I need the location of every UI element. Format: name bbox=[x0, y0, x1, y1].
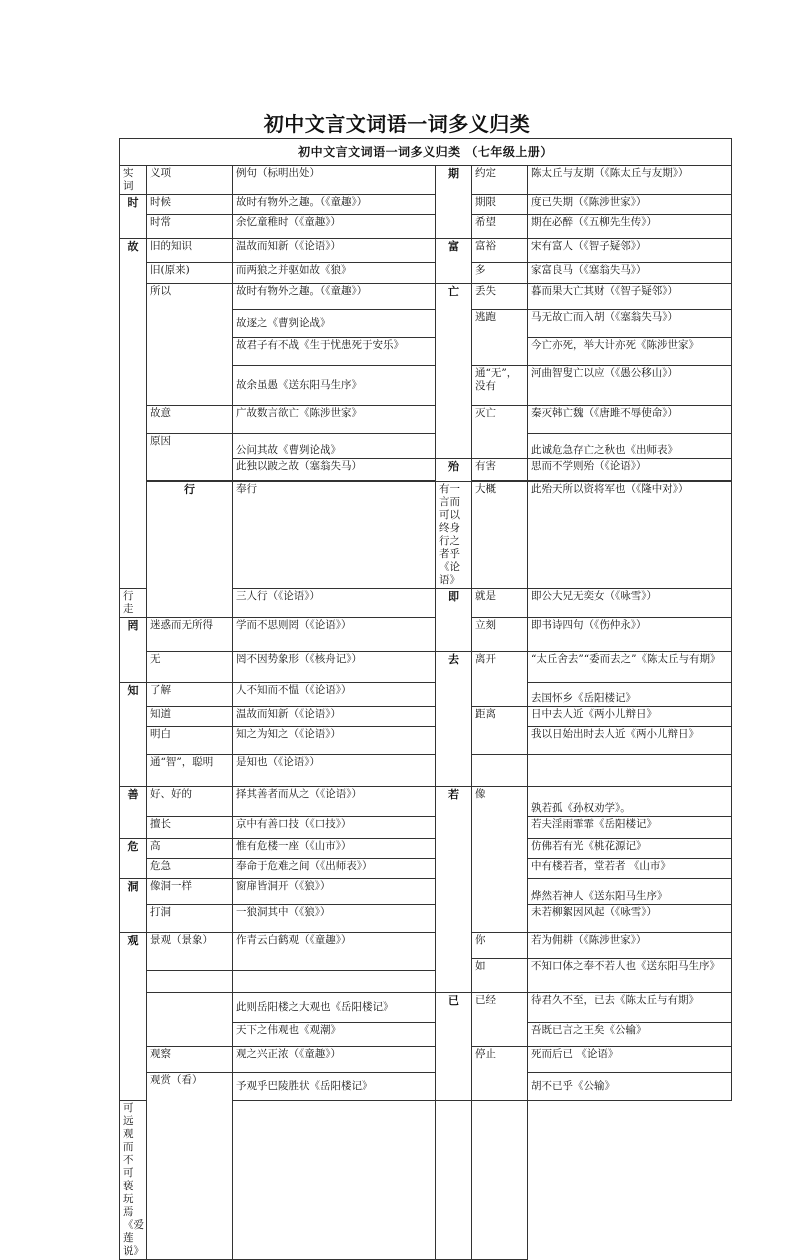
example-cell: 故时有物外之趣。（《童趣》） bbox=[233, 195, 436, 215]
example-cell: 温故而知新（《论语》） bbox=[233, 707, 436, 727]
word-ji: 即 bbox=[436, 589, 472, 652]
table-caption: 初中文言文词语一词多义归类 （七年级上册） bbox=[120, 139, 732, 166]
spacer-cell bbox=[472, 755, 528, 787]
page-title: 初中文言文词语一词多义归类 bbox=[263, 112, 531, 136]
meaning-cell: 原因 bbox=[147, 434, 233, 481]
meaning-cell: 多 bbox=[472, 263, 528, 284]
meaning-cell: 通“智”，聪明 bbox=[147, 755, 233, 787]
example-cell: 知之为知之（《论语》） bbox=[233, 727, 436, 755]
spacer-cell bbox=[472, 1101, 528, 1260]
meaning-cell: 行走 bbox=[120, 589, 147, 618]
example-cell: 故余虽愚《送东阳马生序》 bbox=[233, 366, 436, 406]
meaning-cell: 离开 bbox=[472, 652, 528, 707]
meaning-cell: 擅长 bbox=[147, 817, 233, 839]
meaning-cell: 大概 bbox=[472, 482, 528, 589]
example-cell: 宋有富人（《智子疑邻》） bbox=[528, 239, 732, 263]
example-cell: 是知也（《论语》） bbox=[233, 755, 436, 787]
word-dong: 洞 bbox=[120, 879, 147, 933]
example-cell: 公问其故《曹刿论战》 bbox=[233, 434, 436, 459]
meaning-cell: 像洞一样 bbox=[147, 879, 233, 905]
example-cell: 度已失期（《陈涉世家》） bbox=[528, 195, 732, 215]
meaning-cell: 了解 bbox=[147, 683, 233, 707]
example-cell: 故逐之《曹刿论战》 bbox=[233, 310, 436, 338]
meaning-cell: 立刻 bbox=[472, 618, 528, 652]
example-cell: 不知口体之奉不若人也《送东阳马生序》 bbox=[528, 959, 732, 993]
meaning-cell: 希望 bbox=[472, 215, 528, 239]
header-word: 实词 bbox=[120, 166, 147, 195]
example-cell: 即书诗四句（《伤仲永》） bbox=[528, 618, 732, 652]
meaning-cell: 约定 bbox=[472, 166, 528, 195]
meaning-cell: 丢失 bbox=[472, 284, 528, 310]
example-cell: 故时有物外之趣。（《童趣》） bbox=[233, 284, 436, 310]
example-cell: 予观乎巴陵胜状《岳阳楼记》 bbox=[233, 1073, 436, 1101]
meaning-cell: 景观（景象） bbox=[147, 933, 233, 971]
meaning-cell: 无 bbox=[147, 652, 233, 683]
word-guan: 观 bbox=[120, 933, 147, 1101]
example-cell: 择其善者而从之（《论语》） bbox=[233, 787, 436, 817]
meaning-cell: 观察 bbox=[147, 1047, 233, 1073]
meaning-cell: 故意 bbox=[147, 406, 233, 434]
meaning-cell: 打洞 bbox=[147, 905, 233, 933]
meaning-cell: 灭亡 bbox=[472, 406, 528, 459]
header-example: 例句（标明出处） bbox=[233, 166, 436, 195]
example-cell: 窗扉皆洞开（《狼》） bbox=[233, 879, 436, 905]
meaning-cell: 期限 bbox=[472, 195, 528, 215]
word-gu: 故 bbox=[120, 239, 147, 589]
example-cell: 惟有危楼一座（《山市》） bbox=[233, 839, 436, 859]
meaning-cell: 通“无”，没有 bbox=[472, 366, 528, 406]
example-cell: “太丘舍去”“委而去之”《陈太丘与有期》 bbox=[528, 652, 732, 683]
example-cell: 人不知而不愠（《论语》） bbox=[233, 683, 436, 707]
example-cell: 今亡亦死，举大计亦死《陈涉世家》 bbox=[528, 338, 732, 366]
spacer-cell bbox=[147, 993, 233, 1047]
example-cell: 吾既已言之王矣《公输》 bbox=[528, 1023, 732, 1047]
meaning-cell: 奉行 bbox=[233, 482, 436, 589]
word-wang2: 亡 bbox=[436, 284, 472, 459]
example-cell: 未若柳絮因风起（《咏雪》） bbox=[528, 905, 732, 933]
example-cell: 期在必醉（《五柳先生传》） bbox=[528, 215, 732, 239]
spacer-cell bbox=[528, 755, 732, 787]
example-cell: 此则岳阳楼之大观也《岳阳楼记》 bbox=[233, 993, 436, 1023]
example-cell: 中有楼若者，堂若者 《山市》 bbox=[528, 859, 732, 879]
meaning-cell: 像 bbox=[472, 787, 528, 933]
meaning-cell: 高 bbox=[147, 839, 233, 859]
word-qu: 去 bbox=[436, 652, 472, 787]
example-cell: 一狼洞其中（《狼》） bbox=[233, 905, 436, 933]
example-cell: 可远观而不可亵玩焉《爱莲说》 bbox=[120, 1101, 147, 1260]
example-cell: 观之兴正浓（《童趣》） bbox=[233, 1047, 436, 1073]
meaning-cell: 有害 bbox=[472, 459, 528, 481]
example-cell: 而两狼之并驱如故《狼》 bbox=[233, 263, 436, 284]
example-cell: 京中有善口技（《口技》） bbox=[233, 817, 436, 839]
word-wang: 罔 bbox=[120, 618, 147, 683]
example-cell: 此诚危急存亡之秋也《出师表》 bbox=[528, 434, 732, 459]
word-fu: 富 bbox=[436, 239, 472, 284]
meaning-cell: 富裕 bbox=[472, 239, 528, 263]
example-cell: 温故而知新（《论语》） bbox=[233, 239, 436, 263]
word-qi: 期 bbox=[436, 166, 472, 239]
example-cell: 罔不因势象形（《核舟记》） bbox=[233, 652, 436, 683]
example-cell: 即公大兄无奕女（《咏雪》） bbox=[528, 589, 732, 618]
word-yi: 已 bbox=[436, 993, 472, 1101]
example-cell: 马无故亡而入胡（《塞翁失马》） bbox=[528, 310, 732, 338]
meaning-cell: 所以 bbox=[147, 284, 233, 406]
word-ruo: 若 bbox=[436, 787, 472, 993]
meaning-cell: 你 bbox=[472, 933, 528, 959]
example-cell: 三人行（《论语》） bbox=[233, 589, 436, 618]
meaning-cell: 距离 bbox=[472, 707, 528, 755]
meaning-cell: 知道 bbox=[147, 707, 233, 727]
polysemy-table bbox=[119, 138, 732, 1260]
meaning-cell: 停止 bbox=[472, 1047, 528, 1101]
example-cell: 若为佣耕（《陈涉世家》） bbox=[528, 933, 732, 959]
example-cell: 家富良马（《塞翁失马》） bbox=[528, 263, 732, 284]
meaning-cell: 迷惑而无所得 bbox=[147, 618, 233, 652]
example-cell: 若夫淫雨霏霏《岳阳楼记》 bbox=[528, 817, 732, 839]
example-cell: 余忆童稚时（《童趣》） bbox=[233, 215, 436, 239]
meaning-cell: 危急 bbox=[147, 859, 233, 879]
word-dai: 殆 bbox=[436, 459, 472, 482]
meaning-cell: 好、好的 bbox=[147, 787, 233, 817]
example-cell: 此独以跛之故（塞翁失马） bbox=[233, 459, 436, 481]
example-cell: 孰若孤《孙权劝学》。 bbox=[528, 787, 732, 817]
example-cell: 我以日始出时去人近《两小儿辩日》 bbox=[528, 727, 732, 755]
example-cell: 待君久不至，已去《陈太丘与有期》 bbox=[528, 993, 732, 1023]
example-cell: 仿佛若有光《桃花源记》 bbox=[528, 839, 732, 859]
word-wei: 危 bbox=[120, 839, 147, 879]
example-cell: 有一言而可以终身行之者乎《论语》 bbox=[436, 482, 472, 589]
meaning-cell: 逃跑 bbox=[472, 310, 528, 366]
example-cell: 奉命于危难之间（《出师表》） bbox=[233, 859, 436, 879]
header-meaning: 义项 bbox=[147, 166, 233, 195]
example-cell: 陈太丘与友期（《陈太丘与友期》） bbox=[528, 166, 732, 195]
example-cell: 故君子有不战《生于忧患死于安乐》 bbox=[233, 338, 436, 366]
meaning-cell: 明白 bbox=[147, 727, 233, 755]
meaning-cell: 观赏（看） bbox=[147, 1073, 233, 1260]
word-shan: 善 bbox=[120, 787, 147, 839]
example-cell: 死而后已 《论语》 bbox=[528, 1047, 732, 1073]
word-zhi: 知 bbox=[120, 683, 147, 787]
word-shi: 时 bbox=[120, 195, 147, 239]
example-cell: 学而不思则罔（《论语》） bbox=[233, 618, 436, 652]
example-cell: 去国怀乡《岳阳楼记》 bbox=[528, 683, 732, 707]
meaning-cell: 就是 bbox=[472, 589, 528, 618]
meaning-cell: 已经 bbox=[472, 993, 528, 1047]
word-xing: 行 bbox=[147, 482, 233, 618]
example-cell: 暮而果大亡其财（《智子疑邻》） bbox=[528, 284, 732, 310]
spacer-cell bbox=[147, 971, 233, 993]
spacer-cell bbox=[233, 1101, 436, 1260]
meaning-cell: 旧的知识 bbox=[147, 239, 233, 263]
meaning-cell: 时候 bbox=[147, 195, 233, 215]
meaning-cell: 旧(原来) bbox=[147, 263, 233, 284]
example-cell: 日中去人近《两小儿辩日》 bbox=[528, 707, 732, 727]
meaning-cell: 如 bbox=[472, 959, 528, 993]
example-cell: 此殆天所以资将军也（《隆中对》） bbox=[528, 482, 732, 589]
example-cell: 河曲智叟亡以应（《愚公移山》） bbox=[528, 366, 732, 406]
spacer-cell bbox=[436, 1101, 472, 1260]
example-cell: 广故数言欲亡《陈涉世家》 bbox=[233, 406, 436, 434]
example-cell: 天下之伟观也《观潮》 bbox=[233, 1023, 436, 1047]
example-cell: 思而不学则殆（《论语》） bbox=[528, 459, 732, 481]
example-cell: 胡不已乎《公输》 bbox=[528, 1073, 732, 1101]
example-cell: 烨然若神人《送东阳马生序》 bbox=[528, 879, 732, 905]
spacer-cell bbox=[233, 971, 436, 993]
example-cell: 作青云白鹤观（《童趣》） bbox=[233, 933, 436, 971]
meaning-cell: 时常 bbox=[147, 215, 233, 239]
example-cell: 秦灭韩亡魏（《唐雎不辱使命》） bbox=[528, 406, 732, 434]
